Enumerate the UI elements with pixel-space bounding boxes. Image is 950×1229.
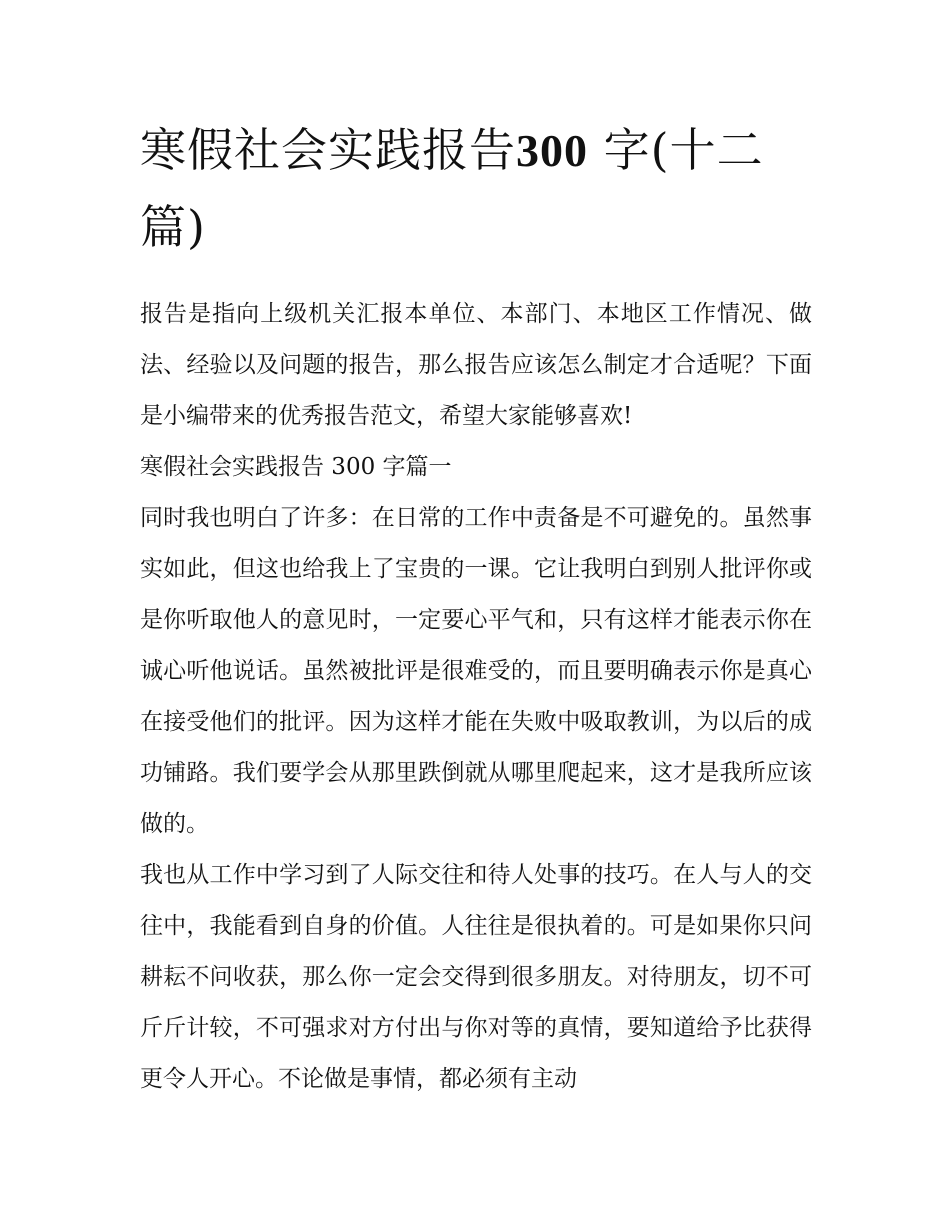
intro-paragraph: 报告是指向上级机关汇报本单位、本部门、本地区工作情况、做法、经验以及问题的报告，那么报告应该怎么制定才合适呢？下面是小编带来的优秀报告范文，希望大家能够喜欢!	[140, 301, 812, 429]
body-paragraph-2: 我也从工作中学习到了人际交往和待人处事的技巧。在人与人的交往中，我能看到自身的价值。人往往是很执着的。可是如果你只问耕耘不问收获，那么你一定会交得到很多朋友。对待朋友，切不可斤斤计较，不可强求对方付出与你对等的真情，要知道给予比获得更令人开心。不论做是事情，都必须有主动	[140, 862, 812, 1092]
document-content	[140, 112, 812, 1105]
title-suffix: 字(十二篇)	[140, 123, 764, 254]
document-body	[140, 289, 812, 1105]
title-number: 300	[516, 125, 588, 176]
title-prefix: 寒假社会实践报告	[140, 123, 516, 177]
document-title	[140, 112, 812, 265]
section-heading: 寒假社会实践报告 300 字篇一	[140, 454, 452, 480]
body-paragraph-1: 同时我也明白了许多：在日常的工作中责备是不可避免的。虽然事实如此，但这也给我上了宝贵的一课。它让我明白到别人批评你或是你听取他人的意见时，一定要心平气和，只有这样才能表示你在诚心听他说话。虽然被批评是很难受的，而且要明确表示你是真心在接受他们的批评。因为这样才能在失败中吸取教训，为以后的成功铺路。我们要学会从那里跌倒就从哪里爬起来，这才是我所应该做的。	[140, 505, 812, 837]
